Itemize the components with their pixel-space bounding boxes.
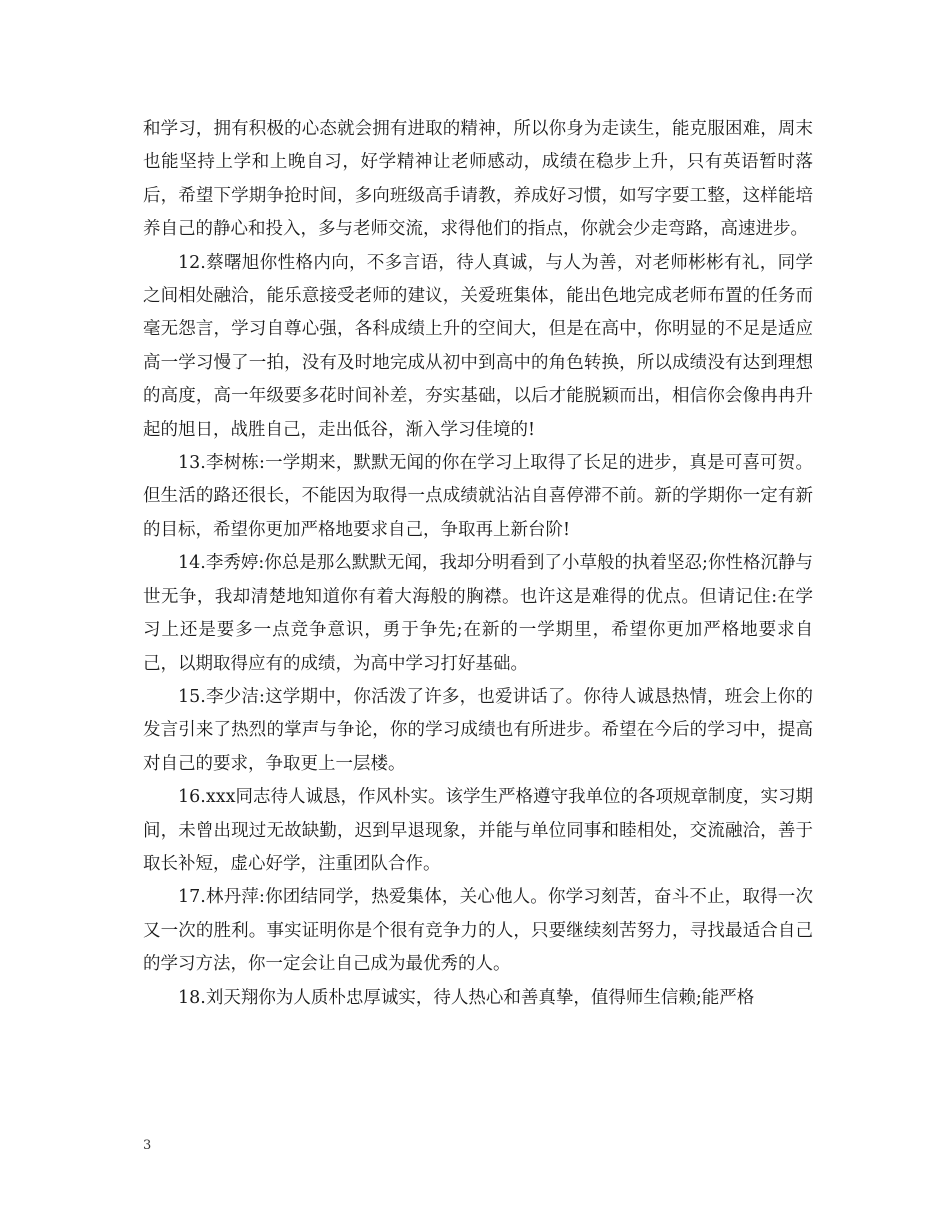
paragraph-comment-16: 16.xxx同志待人诚恳，作风朴实。该学生严格遵守我单位的各项规章制度，实习期间，未曾出现过无故缺勤，迟到早退现象，并能与单位同事和睦相处，交流融洽，善于取长补短，虚心好学，注重团队合作。 [143,787,813,874]
paragraph-comment-13: 13.李树栋:一学期来，默默无闻的你在学习上取得了长足的进步，真是可喜可贺。但生活的路还很长，不能因为取得一点成绩就沾沾自喜停滞不前。新的学期你一定有新的目标，希望你更加严格地要求自己，争取再上新台阶! [143,453,813,540]
paragraph-comment-18: 18.刘天翔你为人质朴忠厚诚实，待人热心和善真挚，值得师生信赖;能严格 [178,987,755,1008]
document-body [143,113,813,1015]
page-number: 3 [143,1138,152,1153]
paragraph-comment-14: 14.李秀婷:你总是那么默默无闻，我却分明看到了小草般的执着坚忍;你性格沉静与世无争，我却清楚地知道你有着大海般的胸襟。也许这是难得的优点。但请记住:在学习上还是要多一点竞争意识，勇于争先;在新的一学期里，希望你更加严格地要求自己，以期取得应有的成绩，为高中学习打好基础。 [143,553,813,674]
paragraph-continuation: 和学习，拥有积极的心态就会拥有进取的精神，所以你身为走读生，能克服困难，周末也能坚持上学和上晚自习，好学精神让老师感动，成绩在稳步上升，只有英语暂时落后，希望下学期争抢时间，多向班级高手请教，养成好习惯，如写字要工整，这样能培养自己的静心和投入，多与老师交流，求得他们的指点，你就会少走弯路，高速进步。 [143,119,813,240]
paragraph-comment-17: 17.林丹萍:你团结同学，热爱集体，关心他人。你学习刻苦，奋斗不止，取得一次又一次的胜利。事实证明你是个很有竞争力的人，只要继续刻苦努力，寻找最适合自己的学习方法，你一定会让自己成为最优秀的人。 [143,887,813,975]
paragraph-comment-15: 15.李少洁:这学期中，你活泼了许多，也爱讲话了。你待人诚恳热情，班会上你的发言引来了热烈的掌声与争论，你的学习成绩也有所进步。希望在今后的学习中，提高对自己的要求，争取更上一层楼。 [143,686,813,774]
paragraph-comment-12: 12.蔡曙旭你性格内向，不多言语，待人真诚，与人为善，对老师彬彬有礼，同学之间相处融洽，能乐意接受老师的建议，关爱班集体，能出色地完成老师布置的任务而毫无怨言，学习自尊心强，各科成绩上升的空间大，但是在高中，你明显的不足是适应高一学习慢了一拍，没有及时地完成从初中到高中的角色转换，所以成绩没有达到理想的高度，高一年级要多花时间补差，夯实基础，以后才能脱颖而出，相信你会像冉冉升起的旭日，战胜自己，走出低谷，渐入学习佳境的! [143,252,813,440]
